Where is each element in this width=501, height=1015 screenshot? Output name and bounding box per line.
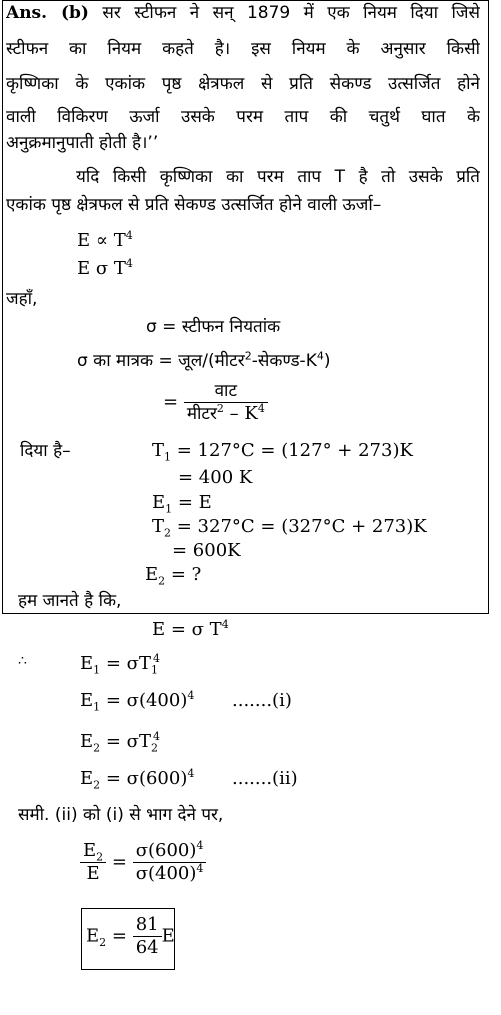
answer-line-3 xyxy=(6,73,480,95)
t1-eq: $T_1 = 127^\circ C = (127^\circ + 273)K$ xyxy=(152,440,413,464)
unit-fraction: = $\frac{\text{वाट}}{मीटर^2 - K^4}$ xyxy=(163,380,268,425)
answer-line-2 xyxy=(6,38,480,60)
ratio-eq: $\frac{E_2}{E}$ = $\frac{\sigma(600)^4}{\sigma(400)^4}$ xyxy=(80,840,206,885)
para2-text: यदि किसी कृष्णिका का परम ताप T है तो उसके प्रति xyxy=(76,167,480,187)
answer-line-1 xyxy=(6,2,480,24)
para2-line-1 xyxy=(76,166,480,188)
eq-line-4: $E_2 = \sigma(600)^4$ xyxy=(80,767,195,792)
given-label: दिया है– xyxy=(20,441,71,461)
t2-value: = 600K xyxy=(172,540,241,561)
answer-line-4 xyxy=(6,106,480,128)
law-eq: E = σ $T^4$ xyxy=(152,618,229,640)
answer-label: Ans. (b) xyxy=(6,3,89,23)
e1-eq: $E_1 = E$ xyxy=(152,492,212,516)
answer-line-5 xyxy=(6,132,158,154)
answer-text: वाली विकिरण ऊर्जा उसके परम ताप की चतुर्थ घात के xyxy=(6,107,480,127)
answer-text: कृष्णिका के एकांक पृष्ठ क्षेत्रफल से प्रति सेकण्ड उत्सर्जित होने xyxy=(6,74,480,94)
sigma-unit: σ का मात्रक = $जूल/(मीटर^2-सेकण्ड-K^4)$ xyxy=(77,349,331,371)
where-label: जहाँ, xyxy=(6,289,38,309)
answer-text: सर स्टीफन ने सन् 1879 में एक नियम दिया जिसे xyxy=(102,3,480,23)
answer-text: अनुक्रमानुपाती होती है।’’ xyxy=(6,133,159,153)
t2-eq: $T_2 = 327^\circ C = (327^\circ C + 273)K$ xyxy=(152,516,427,540)
para2-text: एकांक पृष्ठ क्षेत्रफल से प्रति सेकण्ड उत्सर्जित होने वाली ऊर्जा– xyxy=(6,195,382,215)
eq-line-3: $E_2 = \sigma T_2^4$ xyxy=(80,730,160,755)
answer-text: स्टीफन का नियम कहते है। इस नियम के अनुसार किसी xyxy=(6,39,480,59)
therefore-symbol: ∴ xyxy=(18,653,27,669)
divide-label: समी. (ii) को (i) से भाग देने पर, xyxy=(18,805,224,825)
fraction-numerator: वाट xyxy=(184,380,268,403)
known-label: हम जानते है कि, xyxy=(18,591,122,611)
eq-line-2: $E_1 = \sigma(400)^4$ xyxy=(80,689,195,714)
e2-eq: $E_2$ = ? xyxy=(145,564,202,588)
t1-value: = 400 K xyxy=(178,467,253,488)
proportional-eq: $E \propto T^4$ xyxy=(77,229,133,251)
sigma-eq: E σ $T^4$ xyxy=(77,257,133,279)
sigma-definition: σ = स्टीफन नियतांक xyxy=(146,317,281,337)
eq-tag-i: .......(i) xyxy=(232,690,292,711)
para2-line-2 xyxy=(6,194,381,216)
eq-line-1: $E_1 = \sigma T_1^4$ xyxy=(80,652,160,677)
eq-tag-ii: .......(ii) xyxy=(232,768,298,789)
final-answer: $E_2$ = $\frac{81}{64}$ E xyxy=(86,914,175,958)
